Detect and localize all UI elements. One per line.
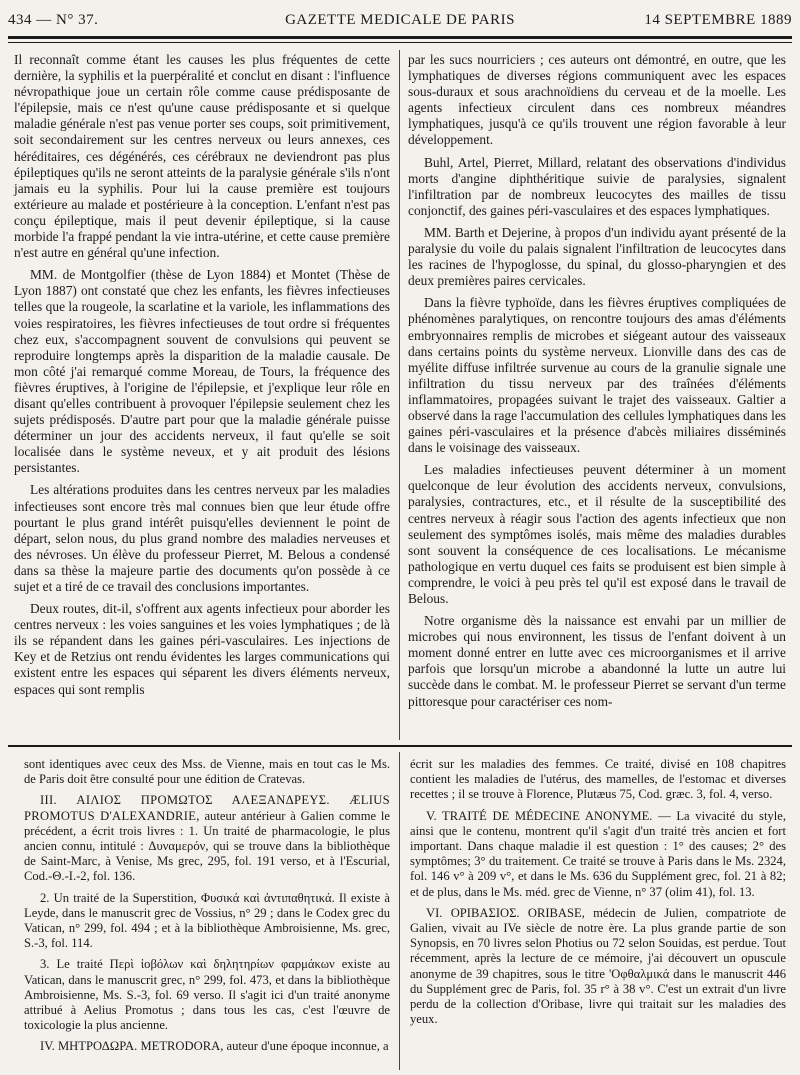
upper-left-column bbox=[14, 52, 390, 704]
paragraph: MM. Barth et Dejerine, à propos d'un individu ayant présenté de la paralysie du voile du palais signalent l'infiltration de leucocytes dans les racines de l'hypoglosse, du spinal, du glosso-pharyngien et des deux premières paires cervicales. bbox=[408, 224, 786, 289]
header-rule bbox=[8, 36, 792, 39]
upper-right-column bbox=[408, 52, 786, 716]
paragraph: MM. de Montgolfier (thèse de Lyon 1884) et Montet (Thèse de Lyon 1887) ont constaté que chez les enfants, les fièvres infectieuses telles que la rougeole, la scarlatine et la variole, les inflammations des voies respiratoires, les fièvres infectieuses de tout ordre si fréquentes chez eux, s'accompagnent souvent de convulsions qui peuvent se reproduire longtemps après la disparition de la maladie causale. De mon côté j'ai remarqué comme Moreau, de Tours, la fréquence des fièvres éruptives, à l'origine de l'épilepsie, et j'explique leur rôle en disant qu'elles contribuent à provoquer l'épilepsie seulement chez les sujets prédisposés. D'autre part pour que la maladie générale puisse déterminer un jour des accidents nerveux, il faut qu'elle se soit localisée dans le système neveux, et y ait produit des lésions persistantes. bbox=[14, 267, 390, 476]
section-heading: III. ΑΙΛΙΟΣ ΠΡΟΜΩΤΟΣ ΑΛΕΞΑΝΔΡΕΥΣ. ÆLIUS PROMOTUS D'ALEXANDRIE, bbox=[24, 793, 390, 823]
column-divider bbox=[399, 50, 400, 740]
paragraph: Dans la fièvre typhoïde, dans les fièvres éruptives compliquées de phénomènes paralytiques, on rencontre toujours des amas d'éléments embryonnaires remplis de microbes et siégeant autour des vaisseaux dans certains points du système nerveux. Lionville dans des cas de myélite diffuse infiltrée survenue au cours de la granulie signale une infiltration du tissu nerveux par des traînées d'éléments inflammatoires, propagées suivant le trajet des vaisseaux. Galtier a observé dans la rage l'accumulation des cellules lymphatiques dans les gaines péri-vasculaires et la présence d'abcès miliaires disséminés dans le voisinage des vaisseaux. bbox=[408, 295, 786, 456]
paragraph: Notre organisme dès la naissance est envahi par un millier de microbes qui nous environnent, les tissus de l'enfant doivent à un moment donné entrer en lutte avec ces microorganismes et il arrive parfois que lorsqu'un microbe a abandonné la lutte un autre lui succède dans le combat. M. le professeur Pierret se servant d'un terme pittoresque pour caractériser ces nom- bbox=[408, 613, 786, 709]
paragraph: écrit sur les maladies des femmes. Ce traité, divisé en 108 chapitres contient les maladies de l'utérus, des mamelles, de l'estomac et diverses recettes ; il se trouve à Florence, Plutæus 75, Cod. græc. 3, fol. 4, verso. bbox=[410, 757, 786, 802]
paragraph: par les sucs nourriciers ; ces auteurs ont démontré, en outre, que les lymphatiques de diverses régions communiquent avec les espaces sous-duraux et sous arachnoïdiens du cerveau et de la moelle. Les agents infectieux circulent dans ces nombreux méandres lymphatiques, jusqu'à ce qu'ils trouvent une région favorable à leur développement. bbox=[408, 52, 786, 148]
paragraph: IV. ΜΗΤΡΟΔΩΡΑ. METRODORA, auteur d'une époque inconnue, a bbox=[40, 1039, 389, 1054]
paragraph: Deux routes, dit-il, s'offrent aux agents infectieux pour aborder les centres nerveux : les voies sanguines et les voies lymphatiques ; de là ils se répandent dans les gaines péri-vasculaires. Les injections de Key et de Retzius ont rendu évidentes les larges communications qui existent entre les espaces qui séparent les divers éléments nerveux, espaces qui sont remplis bbox=[14, 601, 390, 697]
paragraph: Les altérations produites dans les centres nerveux par les maladies infectieuses sont encore très mal connues bien que leur étude offre pourtant le plus grand intérêt puisqu'elles deviennent le point de départ, selon nous, du plus grand nombre des maladies nerveuses et des névroses. Un élève du professeur Pierret, M. Belous a condensé dans sa thèse la majeure partie des documents qu'on possède à ce sujet et a tiré de ce travail des conclusions importantes. bbox=[14, 482, 390, 594]
paragraph: VI. ΟΡΙΒΑΣΙΟΣ. ORIBASE, médecin de Julien, compatriote de Galien, vivait au IVe siècle de notre ère. La plus grande partie de son Synopsis, en 70 livres selon Photius ou 72 selon Souidas, est perdue. Tout récemment, après la lecture de ce mémoire, j'ai découvert un opuscule anonyme de 39 chapitres, sous le titre 'Οφθαλμικά dans le manuscrit 446 du Supplément grec de Paris, fol. 35 r° à 38 v°. C'est un extrait d'un livre perdu de la collection d'Oribase, livre qui traitait sur les maladies des yeux. bbox=[410, 905, 786, 1027]
paragraph: V. TRAITÉ DE MÉDECINE ANONYME. — La vivacité du style, ainsi que le contenu, montrent qu'il s'agit d'un traité très ancien et fort important. Dans chaque maladie il est question : 1° des causes; 2° des symptômes; 3° du traitement. Ce traité se trouve à Paris dans le Ms. 2324, fol. 146 v° à 209 v°, et dans le Ms. 636 du Supplément grec, fol. 21 à 82; et de plus, dans le Ms. méd. grec de Vienne, n° 37 (olim 41), fol. 13. bbox=[410, 808, 786, 899]
issue-date: 14 SEPTEMBRE 1889 bbox=[644, 12, 792, 28]
section-rule bbox=[8, 745, 792, 747]
page-header bbox=[8, 8, 792, 30]
lower-right-column bbox=[410, 757, 786, 1033]
paragraph: Buhl, Artel, Pierret, Millard, relatant des observations d'individus morts d'angine diphthéritique suivie de paralysies, signalent l'infiltration par de nombreux leucocytes des mailles de tissu conjonctif, des gaines péri-vasculaires et des espaces lymphatiques. bbox=[408, 154, 786, 218]
paragraph bbox=[24, 793, 390, 884]
paragraph: 3. Le traité Περὶ ἰοβόλων καὶ δηλητηρίων φαρμάκων existe au Vatican, dans le manuscrit grec, n° 299, fol. 473, et dans la bibliothèque Ambroisienne, Ms. S.-3, fol. 69 verso. Il s'agit ici d'un traité anonyme attribué à Aelius Promotus ; dans tous les cas, c'est l'œuvre de toxicologie la plus ancienne. bbox=[24, 957, 390, 1033]
paragraph: Il reconnaît comme étant les causes les plus fréquentes de cette dernière, la syphilis et la puerpéralité et conclut en disant : l'influence névropathique joue un certain rôle comme cause prédisposante de l'épilepsie, mais ce n'est qu'une cause prédisposante et si quelque maladie générale n'est pas venue porter ses coups, soit primitivement, soit secondairement sur les centres nerveux ou leurs annexes, ces héréditaires, ces dégénérés, ces cérébraux ne deviendront pas plus épileptiques qu'ils ne seront atteints de la paralysie générale s'ils n'ont jamais eu la syphilis. Pour lui la cause première est toujours extérieure au malade et postérieure à la conception. L'enfant n'est pas conçu épileptique, mais il peut devenir épileptique, si la cause morbide l'a frappé pendant la vie intra-utérine, et cette cause première n'est autre en général qu'une infection. bbox=[14, 52, 390, 261]
journal-title: GAZETTE MEDICALE DE PARIS bbox=[285, 12, 515, 28]
column-divider-lower bbox=[399, 752, 400, 1070]
page-number: 434 — N° 37. bbox=[8, 12, 99, 28]
header-rule-thin bbox=[8, 42, 792, 43]
paragraph: Les maladies infectieuses peuvent déterminer à un moment quelconque de leur évolution des accidents nerveux, convulsions, paralysies, contractures, etc., et il résulte de la susceptibilité des centres nerveux à réagir sous l'action des agents infectieux que non seulement des symptômes isolés, mais même des maladies durables sont souvent la conséquence de ces localisations. Le mécanisme pathologique en vertu duquel ces faits se produisent est bien simple à comprendre, le voici à peu près tel qu'il est exposé dans le travail de Belous. bbox=[408, 462, 786, 606]
paragraph: 2. Un traité de la Superstition, Φυσικά καὶ ἀντιπαθητικά. Il existe à Leyde, dans le manuscrit grec de Vossius, n° 29 ; dans le Codex grec du Vatican, n° 299, fol. 494 ; et à la bibliothèque Ambroisienne, Ms. grec, S.-3, fol. 114. bbox=[24, 890, 390, 951]
section-body: auteur antérieur à Galien comme le précédent, a écrit trois livres : 1. Un traité de pharmacologie, le plus ancien connu, intitulé : Δυναμερόν, qui se trouve dans la bibliothèque de Saint-Marc, à Venise, Ms grec, 295, fol. 191 verso, et à l'Escurial, Cod.-Θ.-I.-2, fol. 136. bbox=[24, 808, 390, 884]
lower-left-column bbox=[24, 757, 390, 1061]
paragraph: sont identiques avec ceux des Mss. de Vienne, mais en tout cas le Ms. de Paris doit être consulté pour une édition de Cratevas. bbox=[24, 757, 390, 787]
